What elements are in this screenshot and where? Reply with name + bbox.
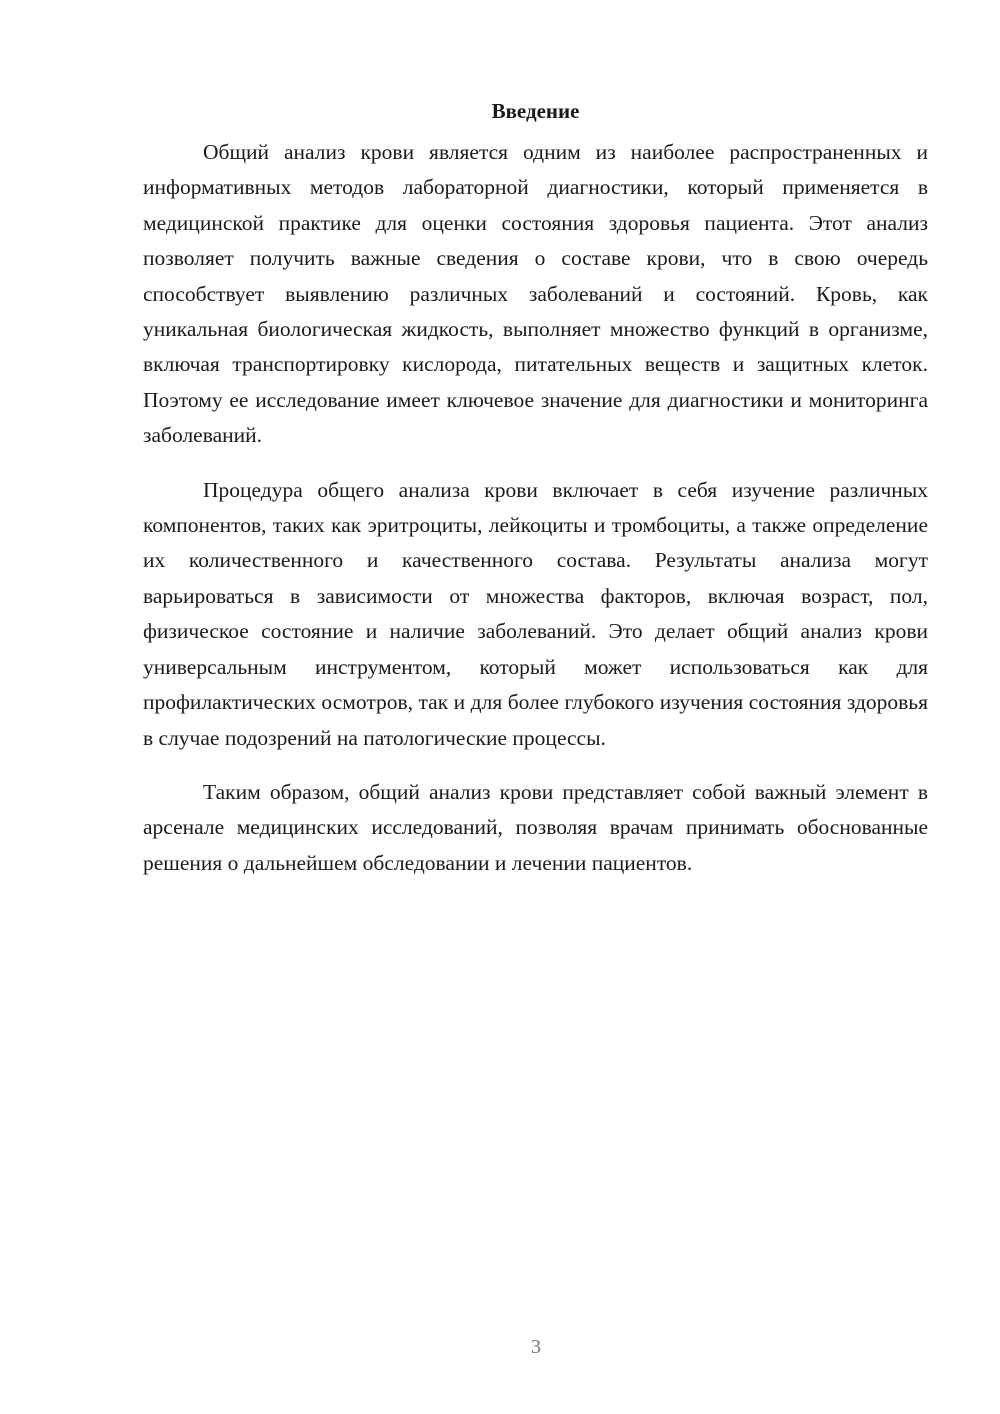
- page-content: [143, 95, 928, 900]
- section-heading: Введение: [491, 99, 580, 123]
- paragraph-3: Таким образом, общий анализ крови представляет собой важный элемент в арсенале медицинских исследований, позволяя врачам принимать обоснованные решения о дальнейшем обследовании и лечении пациентов.: [143, 779, 928, 875]
- paragraph-1: Общий анализ крови является одним из наиболее распространенных и информативных методов лабораторной диагностики, который применяется в медицинской практике для оценки состояния здоровья пациента. Этот анализ позволяет получить важные сведения о составе крови, что в свою очередь способствует выявлению различных заболеваний и состояний. Кровь, как уникальная биологическая жидкость, выполняет множество функций в организме, включая транспортировку кислорода, питательных веществ и защитных клеток. Поэтому ее исследование имеет ключевое значение для диагностики и мониторинга заболеваний.: [143, 140, 928, 448]
- paragraph-2: Процедура общего анализа крови включает в себя изучение различных компонентов, таких как эритроциты, лейкоциты и тромбоциты, а также определение их количественного и качественного состава. Результаты анализа могут варьироваться в зависимости от множества факторов, включая возраст, пол, физическое состояние и наличие заболеваний. Это делает общий анализ крови универсальным инструментом, который может использоваться как для профилактических осмотров, так и для более глубокого изучения состояния здоровья в случае подозрений на патологические процессы.: [143, 477, 928, 750]
- page-number: 3: [531, 1336, 541, 1358]
